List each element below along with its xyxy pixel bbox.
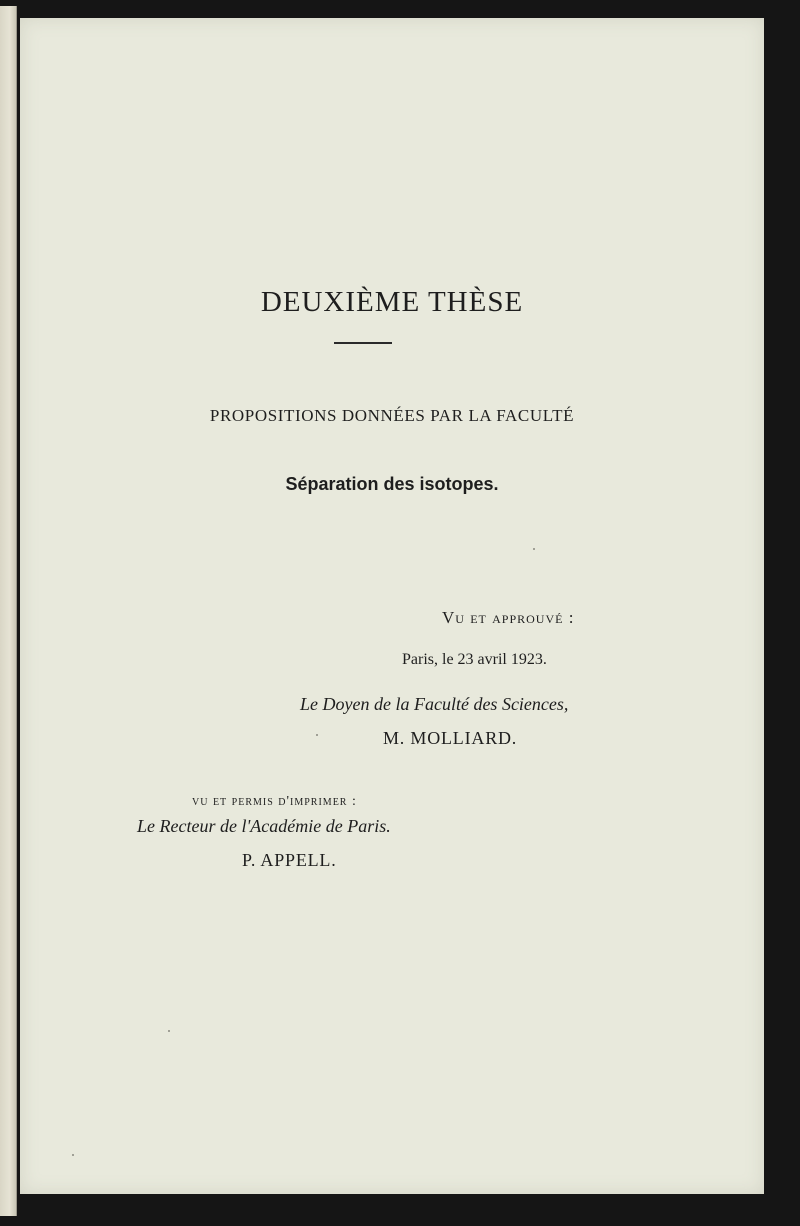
propositions-heading: PROPOSITIONS DONNÉES PAR LA FACULTÉ: [209, 406, 575, 425]
dean-name: M. MOLLIARD.: [383, 728, 518, 748]
approval-date: Paris, le 23 avril 1923.: [402, 651, 547, 668]
dean-title: Le Doyen de la Faculté des Sciences,: [300, 694, 569, 714]
paper-speck: [316, 734, 318, 736]
permit-heading: vu et permis d'imprimer :: [192, 794, 357, 809]
previous-page-edge: [0, 6, 17, 1216]
title-rule: [334, 342, 392, 344]
paper-speck: [168, 1030, 170, 1032]
thesis-page: [20, 18, 764, 1194]
page-title: DEUXIÈME THÈSE: [260, 286, 524, 318]
rector-name: P. APPELL.: [242, 850, 337, 870]
paper-speck: [533, 548, 535, 550]
rector-title: Le Recteur de l'Académie de Paris.: [137, 816, 391, 836]
approval-heading: Vu et approuvé :: [442, 608, 575, 627]
thesis-subject: Séparation des isotopes.: [285, 474, 499, 494]
paper-speck: [72, 1154, 74, 1156]
